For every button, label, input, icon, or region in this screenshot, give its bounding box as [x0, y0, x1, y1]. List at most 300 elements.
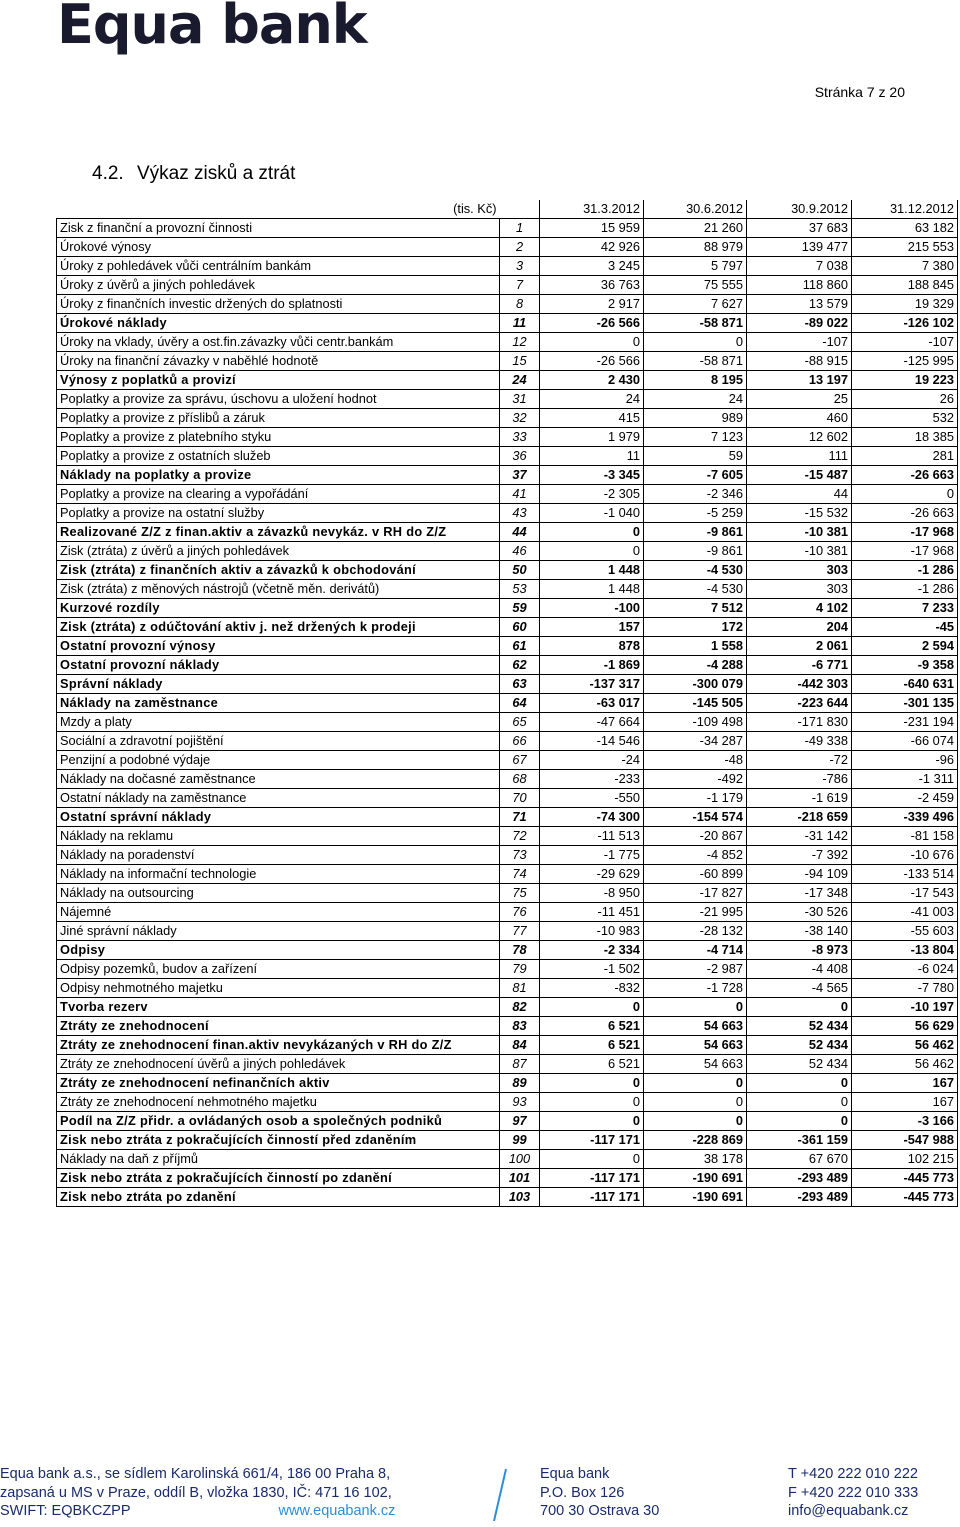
table-row	[57, 352, 958, 371]
row-value: -117 171	[540, 1131, 644, 1150]
row-value: 0	[540, 998, 644, 1017]
row-code: 63	[500, 675, 540, 694]
row-code: 36	[500, 447, 540, 466]
row-value: 0	[747, 1074, 852, 1093]
row-value: -133 514	[852, 865, 958, 884]
row-value: -49 338	[747, 732, 852, 751]
row-value: 19 223	[852, 371, 958, 390]
page-footer	[0, 1465, 960, 1527]
row-value: 18 385	[852, 428, 958, 447]
table-row	[57, 523, 958, 542]
footer-line: Equa bank a.s., se sídlem Karolinská 661/4, 186 00 Praha 8,	[0, 1466, 391, 1482]
row-value: -190 691	[644, 1188, 747, 1207]
table-row	[57, 846, 958, 865]
row-value: -4 288	[644, 656, 747, 675]
row-code: 37	[500, 466, 540, 485]
row-value: -10 381	[747, 523, 852, 542]
row-value: -6 771	[747, 656, 852, 675]
row-value: -361 159	[747, 1131, 852, 1150]
row-value: -48	[644, 751, 747, 770]
row-label: Poplatky a provize za správu, úschovu a uložení hodnot	[57, 390, 500, 409]
row-label: Ztráty ze znehodnocení finan.aktiv nevykázaných v RH do Z/Z	[57, 1036, 500, 1055]
row-label: Realizované Z/Z z finan.aktiv a závazků nevykáz. v RH do Z/Z	[57, 523, 500, 542]
row-value: -5 259	[644, 504, 747, 523]
row-code: 53	[500, 580, 540, 599]
row-value: -10 197	[852, 998, 958, 1017]
row-value: -1 040	[540, 504, 644, 523]
row-value: -9 861	[644, 523, 747, 542]
row-value: -4 714	[644, 941, 747, 960]
table-row	[57, 314, 958, 333]
row-value: -6 024	[852, 960, 958, 979]
row-value: -492	[644, 770, 747, 789]
row-value: -1 502	[540, 960, 644, 979]
row-value: 7 233	[852, 599, 958, 618]
row-value: -2 459	[852, 789, 958, 808]
row-value: 0	[540, 542, 644, 561]
row-value: 0	[540, 1093, 644, 1112]
row-code: 44	[500, 523, 540, 542]
section-heading: Výkaz zisků a ztrát	[137, 163, 296, 184]
row-value: -7 392	[747, 846, 852, 865]
row-code: 31	[500, 390, 540, 409]
row-value: -786	[747, 770, 852, 789]
table-body	[57, 200, 958, 1207]
row-code: 65	[500, 713, 540, 732]
table-row	[57, 618, 958, 637]
section-title	[92, 163, 295, 185]
row-label: Mzdy a platy	[57, 713, 500, 732]
row-code: 68	[500, 770, 540, 789]
row-label: Penzijní a podobné výdaje	[57, 751, 500, 770]
table-row	[57, 656, 958, 675]
row-value: 460	[747, 409, 852, 428]
row-code: 81	[500, 979, 540, 998]
column-header: 30.9.2012	[747, 200, 852, 219]
row-label: Poplatky a provize na ostatní služby	[57, 504, 500, 523]
row-label: Úroky z úvěrů a jiných pohledávek	[57, 276, 500, 295]
row-value: -55 603	[852, 922, 958, 941]
row-value: -2 305	[540, 485, 644, 504]
table-row	[57, 428, 958, 447]
row-code: 12	[500, 333, 540, 352]
row-value: -2 346	[644, 485, 747, 504]
row-value: 38 178	[644, 1150, 747, 1169]
row-value: 0	[540, 523, 644, 542]
row-value: -63 017	[540, 694, 644, 713]
table-row	[57, 751, 958, 770]
row-label: Výnosy z poplatků a provizí	[57, 371, 500, 390]
row-value: -4 565	[747, 979, 852, 998]
table-row	[57, 1074, 958, 1093]
row-value: -126 102	[852, 314, 958, 333]
table-row	[57, 941, 958, 960]
row-value: -17 827	[644, 884, 747, 903]
row-value: -8 973	[747, 941, 852, 960]
row-value: 4 102	[747, 599, 852, 618]
row-value: -4 408	[747, 960, 852, 979]
row-value: -26 663	[852, 466, 958, 485]
code-header	[500, 200, 540, 219]
table-row	[57, 808, 958, 827]
row-value: 0	[852, 485, 958, 504]
row-value: -1 179	[644, 789, 747, 808]
row-value: -1 869	[540, 656, 644, 675]
table-row	[57, 903, 958, 922]
row-label: Ostatní provozní výnosy	[57, 637, 500, 656]
row-value: 0	[747, 1112, 852, 1131]
row-value: 0	[644, 1074, 747, 1093]
row-value: 56 629	[852, 1017, 958, 1036]
row-value: 13 579	[747, 295, 852, 314]
row-value: -10 676	[852, 846, 958, 865]
footer-divider-icon	[492, 1467, 508, 1523]
row-value: -17 968	[852, 542, 958, 561]
footer-line: 700 30 Ostrava 30	[540, 1503, 660, 1519]
row-value: -21 995	[644, 903, 747, 922]
row-label: Náklady na outsourcing	[57, 884, 500, 903]
row-value: 6 521	[540, 1055, 644, 1074]
row-code: 93	[500, 1093, 540, 1112]
row-value: -9 861	[644, 542, 747, 561]
row-value: -17 968	[852, 523, 958, 542]
table-row	[57, 409, 958, 428]
row-value: -10 381	[747, 542, 852, 561]
table-row	[57, 960, 958, 979]
row-value: 7 627	[644, 295, 747, 314]
row-value: -26 566	[540, 352, 644, 371]
table-row	[57, 1036, 958, 1055]
row-value: -30 526	[747, 903, 852, 922]
row-code: 70	[500, 789, 540, 808]
table-row	[57, 485, 958, 504]
row-code: 41	[500, 485, 540, 504]
table-row	[57, 732, 958, 751]
row-value: 13 197	[747, 371, 852, 390]
row-label: Zisk nebo ztráta z pokračujících činností po zdanění	[57, 1169, 500, 1188]
footer-email-link[interactable]: info@equabank.cz	[788, 1503, 909, 1519]
row-code: 103	[500, 1188, 540, 1207]
row-value: -45	[852, 618, 958, 637]
row-value: 281	[852, 447, 958, 466]
table-row	[57, 390, 958, 409]
row-label: Úroky na finanční závazky v naběhlé hodnotě	[57, 352, 500, 371]
table-row	[57, 922, 958, 941]
row-value: -445 773	[852, 1169, 958, 1188]
row-label: Zisk nebo ztráta z pokračujících činností před zdaněním	[57, 1131, 500, 1150]
table-header-row	[57, 200, 958, 219]
row-value: 1 448	[540, 561, 644, 580]
row-value: -117 171	[540, 1169, 644, 1188]
row-label: Úrokové náklady	[57, 314, 500, 333]
footer-line: zapsaná u MS v Praze, oddíl B, vložka 1830, IČ: 471 16 102,	[0, 1484, 392, 1501]
row-value: 75 555	[644, 276, 747, 295]
row-label: Poplatky a provize z ostatních služeb	[57, 447, 500, 466]
row-label: Náklady na poplatky a provize	[57, 466, 500, 485]
row-value: -31 142	[747, 827, 852, 846]
row-value: -2 334	[540, 941, 644, 960]
row-value: 188 845	[852, 276, 958, 295]
row-value: -107	[852, 333, 958, 352]
row-code: 87	[500, 1055, 540, 1074]
row-value: 15 959	[540, 219, 644, 238]
row-value: -4 852	[644, 846, 747, 865]
row-code: 62	[500, 656, 540, 675]
row-value: 303	[747, 580, 852, 599]
row-value: 2 061	[747, 637, 852, 656]
row-value: -228 869	[644, 1131, 747, 1150]
row-value: 7 038	[747, 257, 852, 276]
row-value: 102 215	[852, 1150, 958, 1169]
table-row	[57, 447, 958, 466]
row-code: 60	[500, 618, 540, 637]
row-code: 7	[500, 276, 540, 295]
row-value: -28 132	[644, 922, 747, 941]
row-label: Podíl na Z/Z přidr. a ovládaných osob a společných podniků	[57, 1112, 500, 1131]
row-value: -74 300	[540, 808, 644, 827]
page-number: Stránka 7 z 20	[814, 84, 905, 100]
table-row	[57, 333, 958, 352]
row-code: 79	[500, 960, 540, 979]
row-value: 0	[644, 333, 747, 352]
row-code: 72	[500, 827, 540, 846]
row-value: 989	[644, 409, 747, 428]
row-value: 8 195	[644, 371, 747, 390]
row-value: 7 380	[852, 257, 958, 276]
table-row	[57, 276, 958, 295]
row-value: 19 329	[852, 295, 958, 314]
row-label: Úroky z pohledávek vůči centrálním bankám	[57, 257, 500, 276]
row-label: Zisk (ztráta) z měnových nástrojů (včetně měn. derivátů)	[57, 580, 500, 599]
row-value: -190 691	[644, 1169, 747, 1188]
row-value: -117 171	[540, 1188, 644, 1207]
row-label: Náklady na dočasné zaměstnance	[57, 770, 500, 789]
table-row	[57, 542, 958, 561]
row-code: 1	[500, 219, 540, 238]
row-value: 36 763	[540, 276, 644, 295]
row-value: -550	[540, 789, 644, 808]
row-value: -7 605	[644, 466, 747, 485]
table-row	[57, 371, 958, 390]
row-value: -145 505	[644, 694, 747, 713]
row-value: -26 566	[540, 314, 644, 333]
row-value: -300 079	[644, 675, 747, 694]
row-value: -88 915	[747, 352, 852, 371]
row-code: 78	[500, 941, 540, 960]
row-value: -154 574	[644, 808, 747, 827]
footer-company-info	[0, 1465, 395, 1521]
table-row	[57, 713, 958, 732]
row-value: 111	[747, 447, 852, 466]
row-label: Sociální a zdravotní pojištění	[57, 732, 500, 751]
row-value: 0	[540, 1150, 644, 1169]
row-value: 21 260	[644, 219, 747, 238]
row-label: Poplatky a provize z platebního styku	[57, 428, 500, 447]
footer-swift: SWIFT: EQBKCZPP	[0, 1503, 131, 1519]
row-value: 2 594	[852, 637, 958, 656]
row-label: Ztráty ze znehodnocení nefinančních aktiv	[57, 1074, 500, 1093]
row-code: 61	[500, 637, 540, 656]
row-code: 82	[500, 998, 540, 1017]
row-value: -29 629	[540, 865, 644, 884]
row-code: 84	[500, 1036, 540, 1055]
row-value: 67 670	[747, 1150, 852, 1169]
row-value: 0	[644, 1093, 747, 1112]
row-value: 7 512	[644, 599, 747, 618]
row-value: -58 871	[644, 314, 747, 333]
footer-line: Equa bank	[540, 1466, 610, 1482]
column-header: 30.6.2012	[644, 200, 747, 219]
row-value: 878	[540, 637, 644, 656]
bank-logo	[57, 0, 367, 62]
row-label: Ztráty ze znehodnocení nehmotného majetku	[57, 1093, 500, 1112]
row-label: Náklady na reklamu	[57, 827, 500, 846]
row-value: -137 317	[540, 675, 644, 694]
row-label: Zisk (ztráta) z odúčtování aktiv j. než držených k prodeji	[57, 618, 500, 637]
row-value: -89 022	[747, 314, 852, 333]
row-value: -24	[540, 751, 644, 770]
row-code: 8	[500, 295, 540, 314]
row-value: -17 543	[852, 884, 958, 903]
row-label: Ostatní náklady na zaměstnance	[57, 789, 500, 808]
row-label: Úroky na vklady, úvěry a ost.fin.závazky vůči centr.bankám	[57, 333, 500, 352]
row-value: 172	[644, 618, 747, 637]
row-code: 99	[500, 1131, 540, 1150]
row-label: Náklady na zaměstnance	[57, 694, 500, 713]
row-value: -15 532	[747, 504, 852, 523]
row-value: 6 521	[540, 1017, 644, 1036]
row-value: 12 602	[747, 428, 852, 447]
row-value: 37 683	[747, 219, 852, 238]
row-value: -3 166	[852, 1112, 958, 1131]
row-value: -2 987	[644, 960, 747, 979]
row-value: 44	[747, 485, 852, 504]
row-value: -640 631	[852, 675, 958, 694]
row-value: -14 546	[540, 732, 644, 751]
row-label: Poplatky a provize z příslibů a záruk	[57, 409, 500, 428]
row-label: Ostatní provozní náklady	[57, 656, 500, 675]
row-value: 0	[747, 1093, 852, 1112]
row-code: 73	[500, 846, 540, 865]
row-value: -60 899	[644, 865, 747, 884]
row-code: 97	[500, 1112, 540, 1131]
row-code: 15	[500, 352, 540, 371]
table-row	[57, 694, 958, 713]
row-value: -100	[540, 599, 644, 618]
row-code: 3	[500, 257, 540, 276]
row-value: -38 140	[747, 922, 852, 941]
row-value: 1 558	[644, 637, 747, 656]
row-code: 46	[500, 542, 540, 561]
row-value: 0	[644, 998, 747, 1017]
row-label: Ztráty ze znehodnocení úvěrů a jiných pohledávek	[57, 1055, 500, 1074]
row-value: -293 489	[747, 1188, 852, 1207]
row-value: -547 988	[852, 1131, 958, 1150]
row-code: 50	[500, 561, 540, 580]
footer-fax: F +420 222 010 333	[788, 1484, 919, 1501]
row-value: 532	[852, 409, 958, 428]
row-value: 215 553	[852, 238, 958, 257]
row-value: 415	[540, 409, 644, 428]
row-value: 54 663	[644, 1036, 747, 1055]
table-row	[57, 1112, 958, 1131]
row-value: 11	[540, 447, 644, 466]
table-row	[57, 1055, 958, 1074]
row-label: Náklady na poradenství	[57, 846, 500, 865]
row-value: 0	[644, 1112, 747, 1131]
row-label: Poplatky a provize na clearing a vypořádání	[57, 485, 500, 504]
table-row	[57, 1150, 958, 1169]
row-code: 74	[500, 865, 540, 884]
row-code: 2	[500, 238, 540, 257]
footer-website-link[interactable]: www.equabank.cz	[278, 1503, 396, 1519]
row-code: 43	[500, 504, 540, 523]
row-value: 26	[852, 390, 958, 409]
row-value: -339 496	[852, 808, 958, 827]
row-code: 75	[500, 884, 540, 903]
row-value: 139 477	[747, 238, 852, 257]
row-value: -17 348	[747, 884, 852, 903]
row-value: 88 979	[644, 238, 747, 257]
row-code: 77	[500, 922, 540, 941]
row-code: 76	[500, 903, 540, 922]
income-statement-table	[56, 200, 958, 1207]
table-row	[57, 770, 958, 789]
row-label: Správní náklady	[57, 675, 500, 694]
row-value: -94 109	[747, 865, 852, 884]
row-code: 32	[500, 409, 540, 428]
table-row	[57, 219, 958, 238]
row-value: 52 434	[747, 1017, 852, 1036]
row-value: -96	[852, 751, 958, 770]
row-value: -72	[747, 751, 852, 770]
column-header: 31.12.2012	[852, 200, 958, 219]
row-label: Odpisy nehmotného majetku	[57, 979, 500, 998]
table-row	[57, 1093, 958, 1112]
row-value: 0	[540, 333, 644, 352]
row-code: 59	[500, 599, 540, 618]
row-label: Úrokové výnosy	[57, 238, 500, 257]
row-value: 303	[747, 561, 852, 580]
row-label: Ostatní správní náklady	[57, 808, 500, 827]
footer-postal-address	[540, 1465, 659, 1521]
row-value: -1 775	[540, 846, 644, 865]
table-row	[57, 238, 958, 257]
table-row	[57, 637, 958, 656]
row-value: -1 286	[852, 561, 958, 580]
row-value: -109 498	[644, 713, 747, 732]
row-value: 3 245	[540, 257, 644, 276]
row-label: Náklady na informační technologie	[57, 865, 500, 884]
row-label: Ztráty ze znehodnocení	[57, 1017, 500, 1036]
footer-contacts	[788, 1465, 918, 1521]
row-value: 0	[540, 1112, 644, 1131]
row-value: -293 489	[747, 1169, 852, 1188]
row-value: 56 462	[852, 1055, 958, 1074]
row-value: 63 182	[852, 219, 958, 238]
row-code: 66	[500, 732, 540, 751]
table-row	[57, 257, 958, 276]
row-code: 71	[500, 808, 540, 827]
row-code: 67	[500, 751, 540, 770]
row-value: 2 430	[540, 371, 644, 390]
table-row	[57, 1169, 958, 1188]
footer-line	[0, 1502, 395, 1521]
row-value: -4 530	[644, 580, 747, 599]
unit-label: (tis. Kč)	[57, 200, 500, 219]
row-value: 24	[540, 390, 644, 409]
row-value: -15 487	[747, 466, 852, 485]
